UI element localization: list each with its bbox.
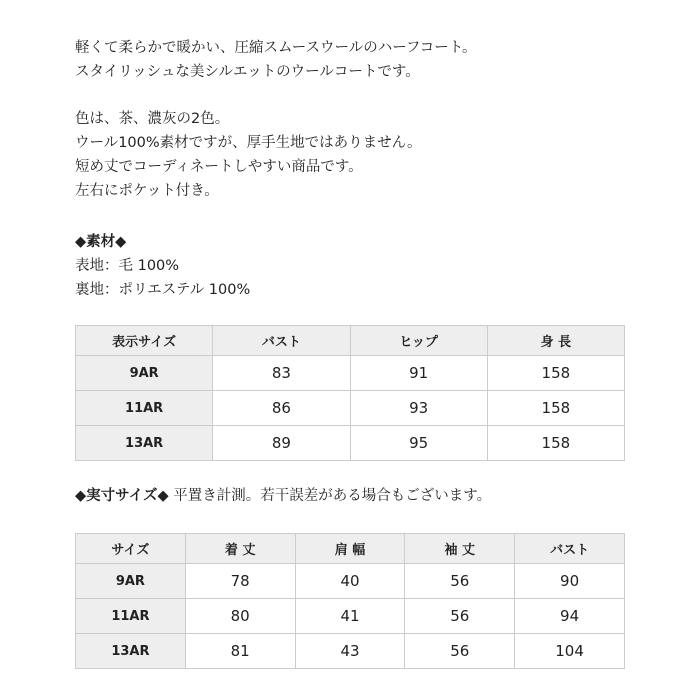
header-cell: 肩 幅 — [295, 534, 405, 564]
table-row — [76, 426, 625, 461]
cell: 104 — [515, 634, 625, 669]
header-cell: サイズ — [76, 534, 186, 564]
size-label: 13AR — [76, 634, 186, 669]
size-label: 9AR — [76, 564, 186, 599]
actual-size-heading: ◆実寸サイズ◆ — [75, 488, 169, 504]
material-outer: 表地：毛 100% — [75, 258, 180, 275]
size-table — [75, 325, 625, 461]
cell: 78 — [185, 564, 295, 599]
cell: 56 — [405, 634, 515, 669]
cell: 158 — [487, 356, 624, 391]
table-row — [76, 564, 625, 599]
cell: 95 — [350, 426, 487, 461]
size-label: 9AR — [76, 356, 213, 391]
table-header-row — [76, 534, 625, 564]
header-cell: 着 丈 — [185, 534, 295, 564]
cell: 158 — [487, 391, 624, 426]
cell: 56 — [405, 599, 515, 634]
header-cell: 表示サイズ — [76, 326, 213, 356]
header-cell: ヒップ — [350, 326, 487, 356]
table-row — [76, 356, 625, 391]
cell: 90 — [515, 564, 625, 599]
actual-size-note-text: 平置き計測。若干誤差がある場合もございます。 — [173, 488, 492, 504]
table-row — [76, 599, 625, 634]
actual-size-table — [75, 533, 625, 669]
header-cell: バスト — [213, 326, 350, 356]
material-heading: ◆素材◆ — [75, 233, 127, 250]
header-cell: 袖 丈 — [405, 534, 515, 564]
cell: 81 — [185, 634, 295, 669]
cell: 89 — [213, 426, 350, 461]
header-cell: バスト — [515, 534, 625, 564]
desc-line: 短め丈でコーディネートしやすい商品です。 — [75, 159, 363, 176]
desc-line: ウール100%素材ですが、厚手生地ではありません。 — [75, 134, 422, 151]
cell: 83 — [213, 356, 350, 391]
cell: 56 — [405, 564, 515, 599]
actual-size-note — [75, 484, 491, 505]
cell: 80 — [185, 599, 295, 634]
cell: 86 — [213, 391, 350, 426]
cell: 94 — [515, 599, 625, 634]
table-row — [76, 391, 625, 426]
cell: 93 — [350, 391, 487, 426]
material-lining: 裏地：ポリエステル 100% — [75, 282, 251, 299]
size-label: 11AR — [76, 391, 213, 426]
cell: 158 — [487, 426, 624, 461]
cell: 40 — [295, 564, 405, 599]
size-label: 11AR — [76, 599, 186, 634]
cell: 91 — [350, 356, 487, 391]
cell: 41 — [295, 599, 405, 634]
desc-line: スタイリッシュな美シルエットのウールコートです。 — [75, 64, 420, 81]
desc-line: 左右にポケット付き。 — [75, 183, 219, 200]
table-row — [76, 634, 625, 669]
desc-line: 軽くて柔らかで暖かい、圧縮スムースウールのハーフコート。 — [75, 40, 477, 56]
product-description — [75, 36, 635, 303]
header-cell: 身 長 — [487, 326, 624, 356]
desc-line: 色は、茶、濃灰の2色。 — [75, 110, 230, 127]
size-label: 13AR — [76, 426, 213, 461]
table-header-row — [76, 326, 625, 356]
cell: 43 — [295, 634, 405, 669]
